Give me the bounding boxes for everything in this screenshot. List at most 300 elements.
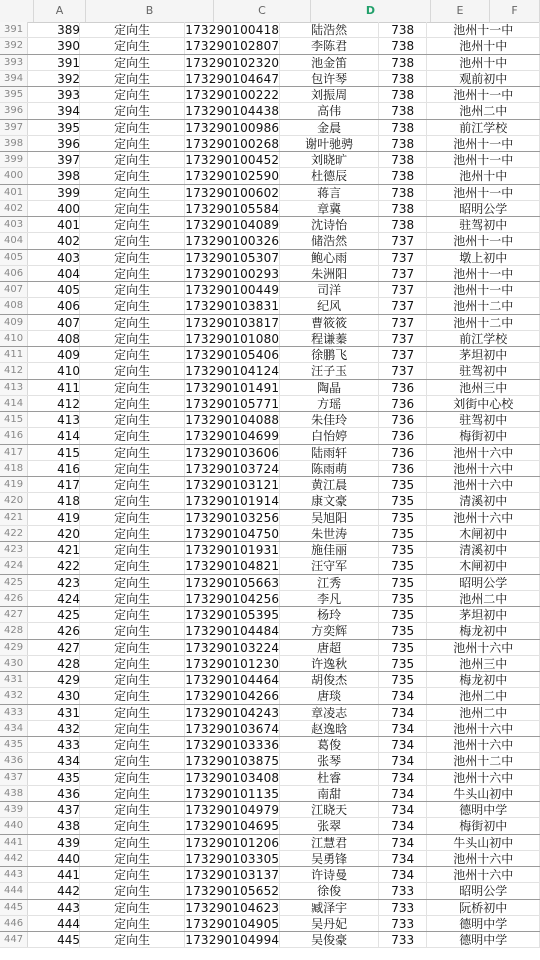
cell-f[interactable]: 池州二中 — [427, 705, 540, 720]
cell-a[interactable]: 421 — [28, 542, 80, 557]
cell-d[interactable]: 江慧君 — [280, 835, 379, 850]
row-number[interactable]: 412 — [0, 363, 28, 378]
table-row[interactable] — [0, 867, 540, 883]
cell-c[interactable]: 173290104464 — [185, 673, 280, 687]
cell-a[interactable]: 426 — [28, 623, 80, 638]
cell-f[interactable]: 池州十六中 — [427, 477, 540, 492]
row-number[interactable]: 417 — [0, 445, 28, 460]
table-row[interactable] — [0, 753, 540, 769]
cell-b[interactable]: 定向生 — [80, 867, 185, 882]
table-row[interactable] — [0, 445, 540, 461]
cell-b[interactable]: 定向生 — [80, 168, 185, 183]
table-row[interactable] — [0, 120, 540, 136]
cell-a[interactable]: 396 — [28, 136, 80, 151]
row-number[interactable]: 395 — [0, 87, 28, 102]
cell-d[interactable]: 张翠 — [280, 818, 379, 833]
row-number[interactable]: 421 — [0, 510, 28, 525]
cell-c[interactable]: 173290105395 — [185, 608, 280, 622]
table-row[interactable] — [0, 282, 540, 298]
cell-c[interactable]: 173290104484 — [185, 624, 280, 639]
cell-d[interactable]: 章凌志 — [280, 705, 379, 720]
cell-f[interactable]: 驻驾初中 — [427, 363, 540, 378]
table-row[interactable] — [0, 510, 540, 526]
cell-e[interactable]: 738 — [379, 22, 428, 37]
cell-f[interactable]: 驻驾初中 — [427, 217, 540, 232]
cell-a[interactable]: 412 — [28, 396, 80, 411]
row-number[interactable]: 410 — [0, 331, 28, 346]
table-row[interactable] — [0, 55, 540, 71]
row-number[interactable]: 432 — [0, 688, 28, 703]
cell-f[interactable]: 昭明公学 — [427, 575, 540, 590]
cell-f[interactable]: 池州十二中 — [427, 315, 540, 330]
cell-f[interactable]: 池州十中 — [427, 38, 540, 53]
cell-c[interactable]: 173290104623 — [185, 900, 280, 915]
row-number[interactable]: 429 — [0, 640, 28, 655]
cell-a[interactable]: 434 — [28, 753, 80, 768]
cell-c[interactable]: 173290101491 — [185, 380, 280, 395]
cell-d[interactable]: 江晓天 — [280, 802, 379, 817]
cell-b[interactable]: 定向生 — [80, 558, 185, 573]
cell-d[interactable]: 陆雨轩 — [280, 445, 379, 460]
row-number[interactable]: 442 — [0, 851, 28, 866]
row-number[interactable]: 439 — [0, 802, 28, 817]
cell-c[interactable]: 173290103336 — [185, 738, 280, 752]
row-number[interactable]: 404 — [0, 233, 28, 248]
cell-a[interactable]: 430 — [28, 688, 80, 703]
cell-b[interactable]: 定向生 — [80, 331, 185, 346]
cell-d[interactable]: 陈雨萌 — [280, 461, 379, 476]
cell-d[interactable]: 陆浩然 — [280, 22, 379, 37]
row-number[interactable]: 392 — [0, 38, 28, 53]
cell-c[interactable]: 173290101206 — [185, 835, 280, 850]
cell-c[interactable]: 173290103305 — [185, 851, 280, 866]
cell-f[interactable]: 茅坦初中 — [427, 347, 540, 362]
cell-a[interactable]: 425 — [28, 607, 80, 622]
cell-c[interactable]: 173290103137 — [185, 868, 280, 882]
row-number[interactable]: 414 — [0, 396, 28, 411]
cell-a[interactable]: 442 — [28, 883, 80, 898]
row-number[interactable]: 436 — [0, 753, 28, 768]
table-row[interactable] — [0, 575, 540, 591]
cell-e[interactable]: 734 — [379, 705, 428, 720]
table-row[interactable] — [0, 233, 540, 249]
cell-f[interactable]: 前江学校 — [427, 120, 540, 135]
cell-c[interactable]: 173290104750 — [185, 526, 280, 541]
cell-e[interactable]: 738 — [379, 38, 428, 53]
cell-e[interactable]: 734 — [379, 753, 428, 768]
cell-a[interactable]: 428 — [28, 656, 80, 671]
table-row[interactable] — [0, 298, 540, 314]
cell-a[interactable]: 397 — [28, 152, 80, 167]
table-row[interactable] — [0, 883, 540, 899]
cell-d[interactable]: 谢叶驰骋 — [280, 136, 379, 151]
cell-f[interactable]: 池州十六中 — [427, 770, 540, 785]
cell-a[interactable]: 433 — [28, 737, 80, 752]
cell-c[interactable]: 173290105406 — [185, 348, 280, 362]
cell-b[interactable]: 定向生 — [80, 900, 185, 915]
cell-c[interactable]: 173290101914 — [185, 494, 280, 509]
cell-a[interactable]: 441 — [28, 867, 80, 882]
cell-a[interactable]: 411 — [28, 380, 80, 395]
cell-d[interactable]: 吴俊豪 — [280, 932, 379, 947]
row-number[interactable]: 435 — [0, 737, 28, 752]
cell-b[interactable]: 定向生 — [80, 705, 185, 720]
cell-d[interactable]: 吴旭阳 — [280, 510, 379, 525]
column-header-e[interactable]: E — [431, 0, 490, 22]
cell-d[interactable]: 刘振周 — [280, 87, 379, 102]
cell-f[interactable]: 池州十六中 — [427, 640, 540, 655]
cell-b[interactable]: 定向生 — [80, 672, 185, 687]
cell-a[interactable]: 391 — [28, 55, 80, 70]
column-header-a[interactable]: A — [34, 0, 86, 22]
cell-e[interactable]: 738 — [379, 55, 428, 70]
cell-c[interactable]: 173290104266 — [185, 689, 280, 704]
cell-d[interactable]: 江秀 — [280, 575, 379, 590]
cell-c[interactable]: 173290103817 — [185, 315, 280, 330]
row-number[interactable]: 440 — [0, 818, 28, 833]
cell-b[interactable]: 定向生 — [80, 120, 185, 135]
cell-e[interactable]: 737 — [379, 347, 428, 362]
cell-e[interactable]: 734 — [379, 835, 428, 850]
table-row[interactable] — [0, 201, 540, 217]
cell-e[interactable]: 733 — [379, 916, 428, 931]
cell-a[interactable]: 393 — [28, 87, 80, 102]
cell-b[interactable]: 定向生 — [80, 282, 185, 297]
cell-b[interactable]: 定向生 — [80, 298, 185, 313]
table-row[interactable] — [0, 705, 540, 721]
cell-f[interactable]: 池州十一中 — [427, 152, 540, 167]
table-row[interactable] — [0, 916, 540, 932]
row-number[interactable]: 396 — [0, 103, 28, 118]
cell-a[interactable]: 438 — [28, 818, 80, 833]
table-row[interactable] — [0, 71, 540, 87]
cell-d[interactable]: 朱洲阳 — [280, 266, 379, 281]
cell-d[interactable]: 刘晓旷 — [280, 152, 379, 167]
row-number[interactable]: 415 — [0, 412, 28, 427]
cell-b[interactable]: 定向生 — [80, 250, 185, 265]
cell-c[interactable]: 173290105307 — [185, 250, 280, 265]
cell-f[interactable]: 池州十六中 — [427, 510, 540, 525]
cell-b[interactable]: 定向生 — [80, 185, 185, 200]
cell-c[interactable]: 173290104647 — [185, 71, 280, 86]
table-row[interactable] — [0, 22, 540, 38]
cell-c[interactable]: 173290100222 — [185, 88, 280, 102]
table-row[interactable] — [0, 672, 540, 688]
row-number[interactable]: 406 — [0, 266, 28, 281]
cell-a[interactable]: 390 — [28, 38, 80, 53]
cell-d[interactable]: 葛俊 — [280, 737, 379, 752]
cell-c[interactable]: 173290104438 — [185, 104, 280, 119]
cell-f[interactable]: 池州二中 — [427, 688, 540, 703]
cell-f[interactable]: 牛头山初中 — [427, 835, 540, 850]
cell-e[interactable]: 735 — [379, 591, 428, 606]
cell-f[interactable]: 梅龙初中 — [427, 623, 540, 638]
cell-a[interactable]: 395 — [28, 120, 80, 135]
cell-b[interactable]: 定向生 — [80, 396, 185, 411]
row-number[interactable]: 420 — [0, 493, 28, 508]
cell-f[interactable]: 池州十中 — [427, 168, 540, 183]
table-row[interactable] — [0, 591, 540, 607]
cell-f[interactable]: 梅街初中 — [427, 818, 540, 833]
cell-a[interactable]: 435 — [28, 770, 80, 785]
cell-b[interactable]: 定向生 — [80, 753, 185, 768]
table-row[interactable] — [0, 217, 540, 233]
cell-f[interactable]: 池州十六中 — [427, 851, 540, 866]
cell-d[interactable]: 李陈君 — [280, 38, 379, 53]
cell-b[interactable]: 定向生 — [80, 851, 185, 866]
cell-f[interactable]: 阮桥初中 — [427, 900, 540, 915]
cell-b[interactable]: 定向生 — [80, 510, 185, 525]
table-row[interactable] — [0, 461, 540, 477]
row-number[interactable]: 419 — [0, 477, 28, 492]
cell-a[interactable]: 410 — [28, 363, 80, 378]
cell-c[interactable]: 173290101135 — [185, 786, 280, 801]
cell-e[interactable]: 738 — [379, 185, 428, 200]
cell-e[interactable]: 736 — [379, 412, 428, 427]
cell-b[interactable]: 定向生 — [80, 575, 185, 590]
cell-a[interactable]: 417 — [28, 477, 80, 492]
cell-b[interactable]: 定向生 — [80, 461, 185, 476]
cell-d[interactable]: 南甜 — [280, 786, 379, 801]
cell-b[interactable]: 定向生 — [80, 201, 185, 216]
cell-e[interactable]: 737 — [379, 315, 428, 330]
cell-d[interactable]: 沈诗怡 — [280, 217, 379, 232]
cell-f[interactable]: 德明中学 — [427, 932, 540, 947]
cell-e[interactable]: 735 — [379, 477, 428, 492]
table-row[interactable] — [0, 185, 540, 201]
cell-b[interactable]: 定向生 — [80, 591, 185, 606]
row-number[interactable]: 446 — [0, 916, 28, 931]
cell-c[interactable]: 173290103121 — [185, 478, 280, 492]
cell-e[interactable]: 734 — [379, 851, 428, 866]
table-row[interactable] — [0, 380, 540, 396]
cell-b[interactable]: 定向生 — [80, 136, 185, 151]
cell-b[interactable]: 定向生 — [80, 152, 185, 167]
cell-f[interactable]: 德明中学 — [427, 916, 540, 931]
cell-c[interactable]: 173290103224 — [185, 640, 280, 655]
cell-f[interactable]: 木闸初中 — [427, 558, 540, 573]
cell-d[interactable]: 方奕辉 — [280, 623, 379, 638]
cell-e[interactable]: 737 — [379, 363, 428, 378]
cell-e[interactable]: 737 — [379, 250, 428, 265]
cell-e[interactable]: 734 — [379, 688, 428, 703]
cell-d[interactable]: 李凡 — [280, 591, 379, 606]
row-number[interactable]: 437 — [0, 770, 28, 785]
cell-d[interactable]: 杜睿 — [280, 770, 379, 785]
cell-b[interactable]: 定向生 — [80, 55, 185, 70]
row-number[interactable]: 423 — [0, 542, 28, 557]
cell-a[interactable]: 394 — [28, 103, 80, 118]
cell-d[interactable]: 徐鹏飞 — [280, 347, 379, 362]
cell-d[interactable]: 方瑶 — [280, 396, 379, 411]
cell-c[interactable]: 173290103831 — [185, 299, 280, 314]
cell-e[interactable]: 734 — [379, 721, 428, 736]
table-row[interactable] — [0, 737, 540, 753]
cell-d[interactable]: 鲍心雨 — [280, 250, 379, 265]
cell-f[interactable]: 驻驾初中 — [427, 412, 540, 427]
row-number[interactable]: 434 — [0, 721, 28, 736]
cell-f[interactable]: 池州二中 — [427, 591, 540, 606]
cell-d[interactable]: 胡俊杰 — [280, 672, 379, 687]
cell-a[interactable]: 414 — [28, 428, 80, 443]
table-row[interactable] — [0, 266, 540, 282]
cell-f[interactable]: 池州十一中 — [427, 22, 540, 37]
cell-c[interactable]: 173290101931 — [185, 543, 280, 557]
cell-c[interactable]: 173290104243 — [185, 705, 280, 720]
cell-a[interactable]: 403 — [28, 250, 80, 265]
cell-a[interactable]: 423 — [28, 575, 80, 590]
cell-b[interactable]: 定向生 — [80, 721, 185, 736]
table-row[interactable] — [0, 136, 540, 152]
cell-c[interactable]: 173290104256 — [185, 591, 280, 606]
table-row[interactable] — [0, 640, 540, 656]
cell-d[interactable]: 纪风 — [280, 298, 379, 313]
cell-a[interactable]: 431 — [28, 705, 80, 720]
cell-b[interactable]: 定向生 — [80, 656, 185, 671]
cell-e[interactable]: 737 — [379, 233, 428, 248]
cell-b[interactable]: 定向生 — [80, 770, 185, 785]
cell-d[interactable]: 吴丹妃 — [280, 916, 379, 931]
cell-f[interactable]: 池州十一中 — [427, 136, 540, 151]
cell-a[interactable]: 439 — [28, 835, 80, 850]
cell-e[interactable]: 735 — [379, 510, 428, 525]
cell-e[interactable]: 738 — [379, 71, 428, 86]
cell-b[interactable]: 定向生 — [80, 477, 185, 492]
cell-a[interactable]: 422 — [28, 558, 80, 573]
cell-e[interactable]: 736 — [379, 428, 428, 443]
cell-d[interactable]: 黄江晨 — [280, 477, 379, 492]
cell-e[interactable]: 734 — [379, 770, 428, 785]
cell-c[interactable]: 173290100418 — [185, 23, 280, 37]
cell-e[interactable]: 737 — [379, 266, 428, 281]
table-row[interactable] — [0, 428, 540, 444]
cell-a[interactable]: 389 — [28, 22, 80, 37]
cell-b[interactable]: 定向生 — [80, 835, 185, 850]
cell-f[interactable]: 茅坦初中 — [427, 607, 540, 622]
cell-e[interactable]: 733 — [379, 932, 428, 947]
cell-d[interactable]: 唐超 — [280, 640, 379, 655]
cell-a[interactable]: 420 — [28, 526, 80, 541]
table-row[interactable] — [0, 802, 540, 818]
cell-a[interactable]: 427 — [28, 640, 80, 655]
cell-a[interactable]: 445 — [28, 932, 80, 947]
row-number[interactable]: 394 — [0, 71, 28, 86]
cell-b[interactable]: 定向生 — [80, 428, 185, 443]
cell-c[interactable]: 173290103674 — [185, 721, 280, 736]
cell-b[interactable]: 定向生 — [80, 932, 185, 947]
cell-f[interactable]: 池州三中 — [427, 380, 540, 395]
row-number[interactable]: 399 — [0, 152, 28, 167]
table-row[interactable] — [0, 900, 540, 916]
cell-a[interactable]: 416 — [28, 461, 80, 476]
cell-d[interactable]: 朱佳玲 — [280, 412, 379, 427]
table-row[interactable] — [0, 770, 540, 786]
cell-e[interactable]: 735 — [379, 558, 428, 573]
cell-e[interactable]: 738 — [379, 136, 428, 151]
cell-e[interactable]: 738 — [379, 152, 428, 167]
cell-e[interactable]: 733 — [379, 883, 428, 898]
cell-d[interactable]: 许诗曼 — [280, 867, 379, 882]
cell-e[interactable]: 735 — [379, 656, 428, 671]
cell-e[interactable]: 735 — [379, 607, 428, 622]
row-number[interactable]: 428 — [0, 623, 28, 638]
cell-b[interactable]: 定向生 — [80, 87, 185, 102]
cell-e[interactable]: 738 — [379, 168, 428, 183]
cell-c[interactable]: 173290103408 — [185, 770, 280, 785]
cell-b[interactable]: 定向生 — [80, 380, 185, 395]
cell-d[interactable]: 汪守军 — [280, 558, 379, 573]
cell-c[interactable]: 173290104994 — [185, 933, 280, 947]
cell-b[interactable]: 定向生 — [80, 38, 185, 53]
cell-b[interactable]: 定向生 — [80, 363, 185, 378]
row-number[interactable]: 407 — [0, 282, 28, 297]
cell-f[interactable]: 池州十中 — [427, 55, 540, 70]
cell-f[interactable]: 池州十一中 — [427, 87, 540, 102]
table-row[interactable] — [0, 623, 540, 639]
cell-f[interactable]: 墩上初中 — [427, 250, 540, 265]
cell-b[interactable]: 定向生 — [80, 266, 185, 281]
cell-b[interactable]: 定向生 — [80, 883, 185, 898]
cell-b[interactable]: 定向生 — [80, 737, 185, 752]
cell-c[interactable]: 173290103724 — [185, 461, 280, 476]
cell-c[interactable]: 173290103256 — [185, 510, 280, 525]
cell-f[interactable]: 池州二中 — [427, 103, 540, 118]
cell-a[interactable]: 405 — [28, 282, 80, 297]
cell-c[interactable]: 173290101230 — [185, 656, 280, 671]
select-all-corner[interactable] — [0, 0, 34, 22]
cell-a[interactable]: 398 — [28, 168, 80, 183]
table-row[interactable] — [0, 168, 540, 184]
cell-e[interactable]: 734 — [379, 802, 428, 817]
cell-b[interactable]: 定向生 — [80, 315, 185, 330]
cell-d[interactable]: 曹筱筱 — [280, 315, 379, 330]
row-number[interactable]: 409 — [0, 315, 28, 330]
row-number[interactable]: 398 — [0, 136, 28, 151]
cell-f[interactable]: 池州十六中 — [427, 721, 540, 736]
cell-c[interactable]: 173290104695 — [185, 819, 280, 834]
cell-f[interactable]: 昭明公学 — [427, 883, 540, 898]
cell-c[interactable]: 173290103875 — [185, 754, 280, 769]
row-number[interactable]: 411 — [0, 347, 28, 362]
column-header-b[interactable]: B — [86, 0, 214, 22]
cell-c[interactable]: 173290100326 — [185, 234, 280, 249]
table-row[interactable] — [0, 558, 540, 574]
table-row[interactable] — [0, 38, 540, 54]
table-row[interactable] — [0, 87, 540, 103]
row-number[interactable]: 422 — [0, 526, 28, 541]
cell-b[interactable]: 定向生 — [80, 493, 185, 508]
cell-f[interactable]: 梅街初中 — [427, 428, 540, 443]
cell-a[interactable]: 392 — [28, 71, 80, 86]
cell-b[interactable]: 定向生 — [80, 623, 185, 638]
cell-f[interactable]: 池州三中 — [427, 656, 540, 671]
cell-a[interactable]: 437 — [28, 802, 80, 817]
cell-a[interactable]: 409 — [28, 347, 80, 362]
cell-c[interactable]: 173290102590 — [185, 169, 280, 184]
cell-c[interactable]: 173290100293 — [185, 266, 280, 281]
cell-a[interactable]: 444 — [28, 916, 80, 931]
row-number[interactable]: 433 — [0, 705, 28, 720]
row-number[interactable]: 438 — [0, 786, 28, 801]
cell-c[interactable]: 173290105584 — [185, 201, 280, 216]
table-row[interactable] — [0, 103, 540, 119]
cell-f[interactable]: 昭明公学 — [427, 201, 540, 216]
cell-d[interactable]: 施佳丽 — [280, 542, 379, 557]
cell-e[interactable]: 735 — [379, 526, 428, 541]
table-row[interactable] — [0, 152, 540, 168]
cell-d[interactable]: 章冀 — [280, 201, 379, 216]
column-header-f[interactable]: F — [490, 0, 540, 22]
